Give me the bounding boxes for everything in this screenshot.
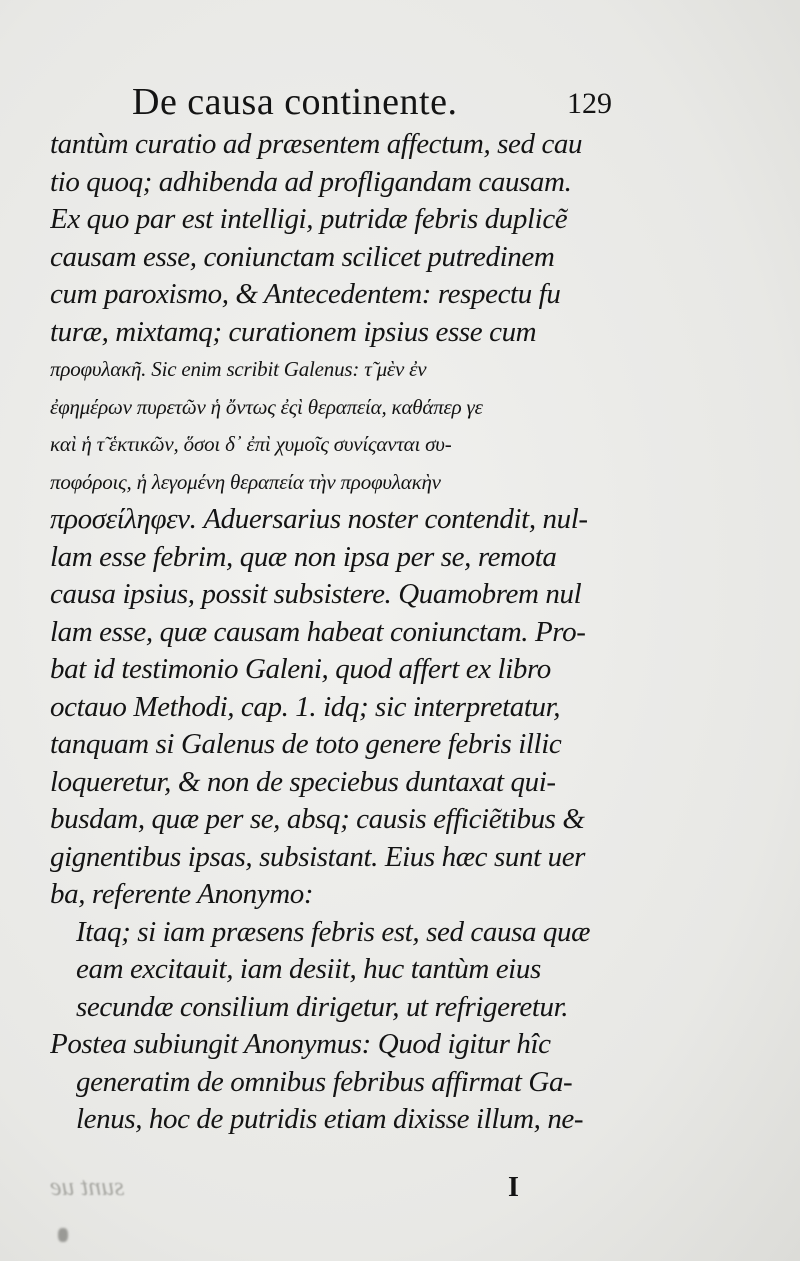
greek-text-line: καὶ ἡ τ̃ ἑκτικῶν, ὅσοι δ᾽ ἐπὶ χυμοῖς συνίςανται συ-	[50, 432, 452, 456]
text-line: ba, referente Anonymo:	[50, 878, 314, 910]
greek-text-line: ποφόροις, ἡ λεγομένη θεραπεία τὴν προφυλακὴν	[50, 469, 441, 494]
text-line: προσείληφεν. Aduersarius noster contendit, nul-	[50, 503, 588, 535]
running-title: De causa continente.	[132, 81, 458, 123]
signature-mark: I	[508, 1172, 519, 1203]
text-line: tanquam si Galenus de toto genere febris illic	[50, 728, 562, 760]
text-line: turæ, mixtamq; curationem ipsius esse cum	[50, 315, 537, 348]
text-line: cum paroxismo, & Antecedentem: respectu fu	[50, 278, 561, 310]
text-line: lam esse, quæ causam habeat coniunctam. Pro-	[50, 615, 586, 648]
show-through-text: sunt ue	[50, 1172, 125, 1201]
ink-spot	[58, 1228, 68, 1242]
text-line: lam esse febrim, quæ non ipsa per se, remota	[50, 540, 557, 573]
text-line: lenus, hoc de putridis etiam dixisse illum, ne-	[76, 1103, 584, 1135]
text-line: busdam, quæ per se, absq; causis efficiẽtibus &	[50, 803, 585, 835]
text-line: tio quoq; adhibenda ad profligandam causam.	[50, 165, 572, 198]
text-line: gignentibus ipsas, subsistant. Eius hæc sunt uer	[50, 840, 586, 873]
quoted-text-line: eam excitauit, iam desiit, huc tantùm eius	[76, 953, 541, 985]
page-header	[132, 78, 612, 128]
text-line: causa ipsius, possit subsistere. Quamobrem nul	[50, 578, 582, 610]
body-text	[50, 126, 615, 1139]
greek-text-line: ἐφημέρων πυρετῶν ἡ ὄντως ἐςὶ θεραπεία, καθάπερ γε	[50, 394, 483, 419]
text-line: generatim de omnibus febribus affirmat Ga-	[76, 1065, 573, 1098]
quoted-text-line: Itaq; si iam præsens febris est, sed causa quæ	[76, 915, 591, 948]
text-line: tantùm curatio ad præsentem affectum, sed cau	[50, 128, 583, 160]
text-line: bat id testimonio Galeni, quod affert ex libro	[50, 653, 551, 685]
greek-text-line: προφυλακῆ. Sic enim scribit Galenus: τ̃ μὲν ἐν	[50, 357, 427, 381]
text-line: causam esse, coniunctam scilicet putredinem	[50, 240, 555, 273]
text-line: loqueretur, & non de speciebus duntaxat qui-	[50, 765, 556, 798]
quoted-text-line: secundæ consilium dirigetur, ut refrigeretur.	[76, 990, 569, 1023]
text-line: Ex quo par est intelligi, putridæ febris duplicẽ	[50, 203, 568, 235]
page-number: 129	[567, 87, 612, 120]
text-line: octauo Methodi, cap. 1. idq; sic interpretatur,	[50, 690, 561, 723]
text-line: Postea subiungit Anonymus: Quod igitur hîc	[50, 1028, 551, 1060]
